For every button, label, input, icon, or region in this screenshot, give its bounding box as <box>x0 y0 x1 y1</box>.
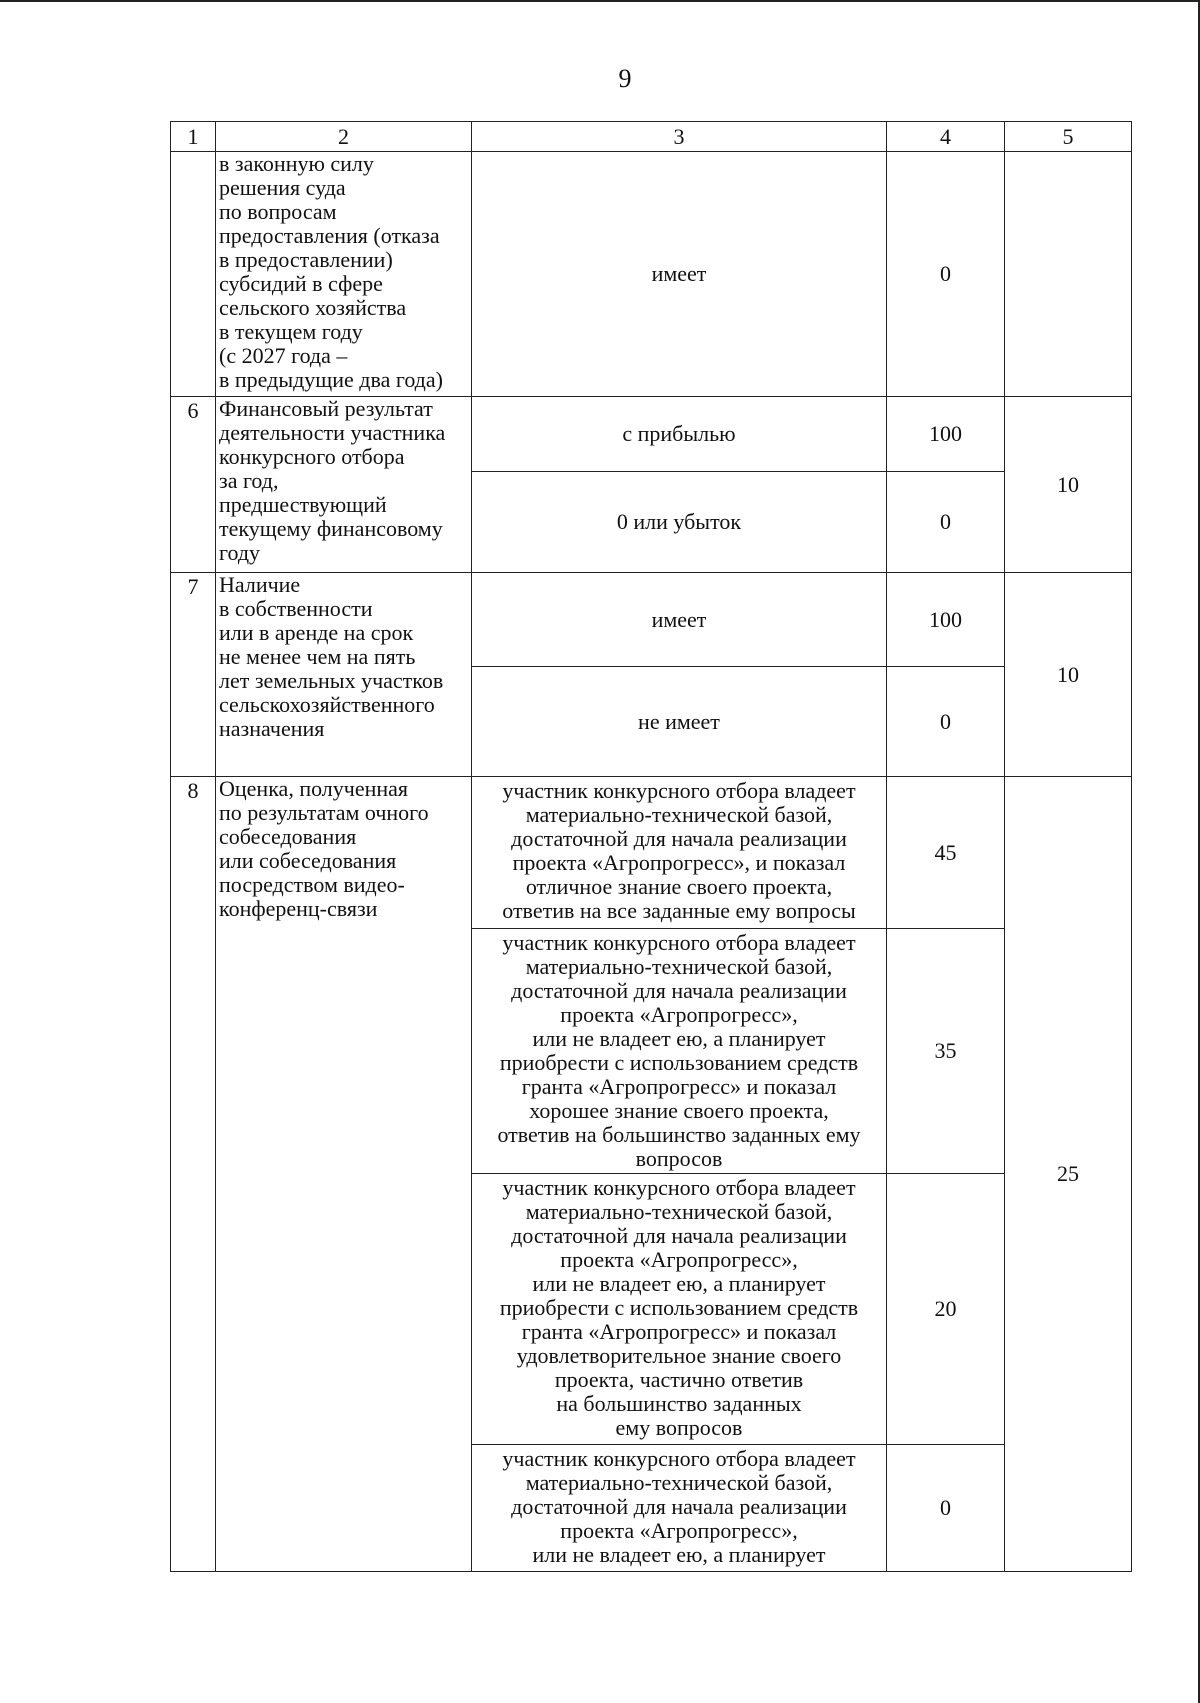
criteria-table <box>170 121 1132 1572</box>
table-header-row <box>171 122 1132 152</box>
header-cell: 4 <box>887 122 1005 152</box>
value-cell: участник конкурсного отбора владеет материально-технической базой, достаточной для начала реализации проекта «Агропрогресс», или не владеет ею, а планирует приобрести с использованием средств гранта «Агропрогресс» и показал хорошее знание своего проекта, ответив на большинство заданных ему вопросов <box>472 929 887 1174</box>
points-cell: 100 <box>887 573 1005 667</box>
value-cell: имеет <box>472 573 887 667</box>
value-cell: с прибылью <box>472 397 887 472</box>
row-number-cell: 6 <box>171 397 216 573</box>
header-cell: 2 <box>216 122 472 152</box>
row-number-cell: 7 <box>171 573 216 777</box>
header-cell: 3 <box>472 122 887 152</box>
value-cell: не имеет <box>472 667 887 777</box>
weight-cell: 10 <box>1005 573 1132 777</box>
row-number-cell: 8 <box>171 777 216 1572</box>
page-number: 9 <box>618 64 632 93</box>
table-row <box>171 397 1132 472</box>
points-cell: 0 <box>887 1445 1005 1572</box>
value-cell: участник конкурсного отбора владеет материально-технической базой, достаточной для начала реализации проекта «Агропрогресс», или не владеет ею, а планирует приобрести с использованием средств гранта «Агропрогресс» и показал удовлетворительное знание своего проекта, частично ответив на большинство заданных ему вопросов <box>472 1174 887 1445</box>
points-cell: 45 <box>887 777 1005 929</box>
points-cell: 0 <box>887 667 1005 777</box>
criterion-cell: Финансовый результат деятельности участника конкурсного отбора за год, предшествующий текущему финансовому году <box>216 397 472 573</box>
value-cell: имеет <box>472 152 887 397</box>
criterion-cell: Оценка, полученная по результатам очного собеседования или собеседования посредством видео- конференц-связи <box>216 777 472 1572</box>
row-number-cell <box>171 152 216 397</box>
points-cell: 0 <box>887 152 1005 397</box>
value-cell: 0 или убыток <box>472 472 887 573</box>
points-cell: 20 <box>887 1174 1005 1445</box>
criterion-cell: в законную силу решения суда по вопросам предоставления (отказа в предоставлении) субсидий в сфере сельского хозяйства в текущем году (с 2027 года – в предыдущие два года) <box>216 152 472 397</box>
points-cell: 0 <box>887 472 1005 573</box>
points-cell: 100 <box>887 397 1005 472</box>
criterion-cell: Наличие в собственности или в аренде на срок не менее чем на пять лет земельных участков сельскохозяйственного назначения <box>216 573 472 777</box>
weight-cell: 10 <box>1005 397 1132 573</box>
weight-cell: 25 <box>1005 777 1132 1572</box>
points-cell: 35 <box>887 929 1005 1174</box>
table-row <box>171 777 1132 929</box>
value-cell: участник конкурсного отбора владеет материально-технической базой, достаточной для начала реализации проекта «Агропрогресс», и показал отличное знание своего проекта, ответив на все заданные ему вопросы <box>472 777 887 929</box>
weight-cell <box>1005 152 1132 397</box>
table-row <box>171 152 1132 397</box>
header-cell: 5 <box>1005 122 1132 152</box>
value-cell: участник конкурсного отбора владеет материально-технической базой, достаточной для начала реализации проекта «Агропрогресс», или не владеет ею, а планирует <box>472 1445 887 1572</box>
scan-border-top <box>0 0 1200 2</box>
table-row <box>171 573 1132 667</box>
header-cell: 1 <box>171 122 216 152</box>
